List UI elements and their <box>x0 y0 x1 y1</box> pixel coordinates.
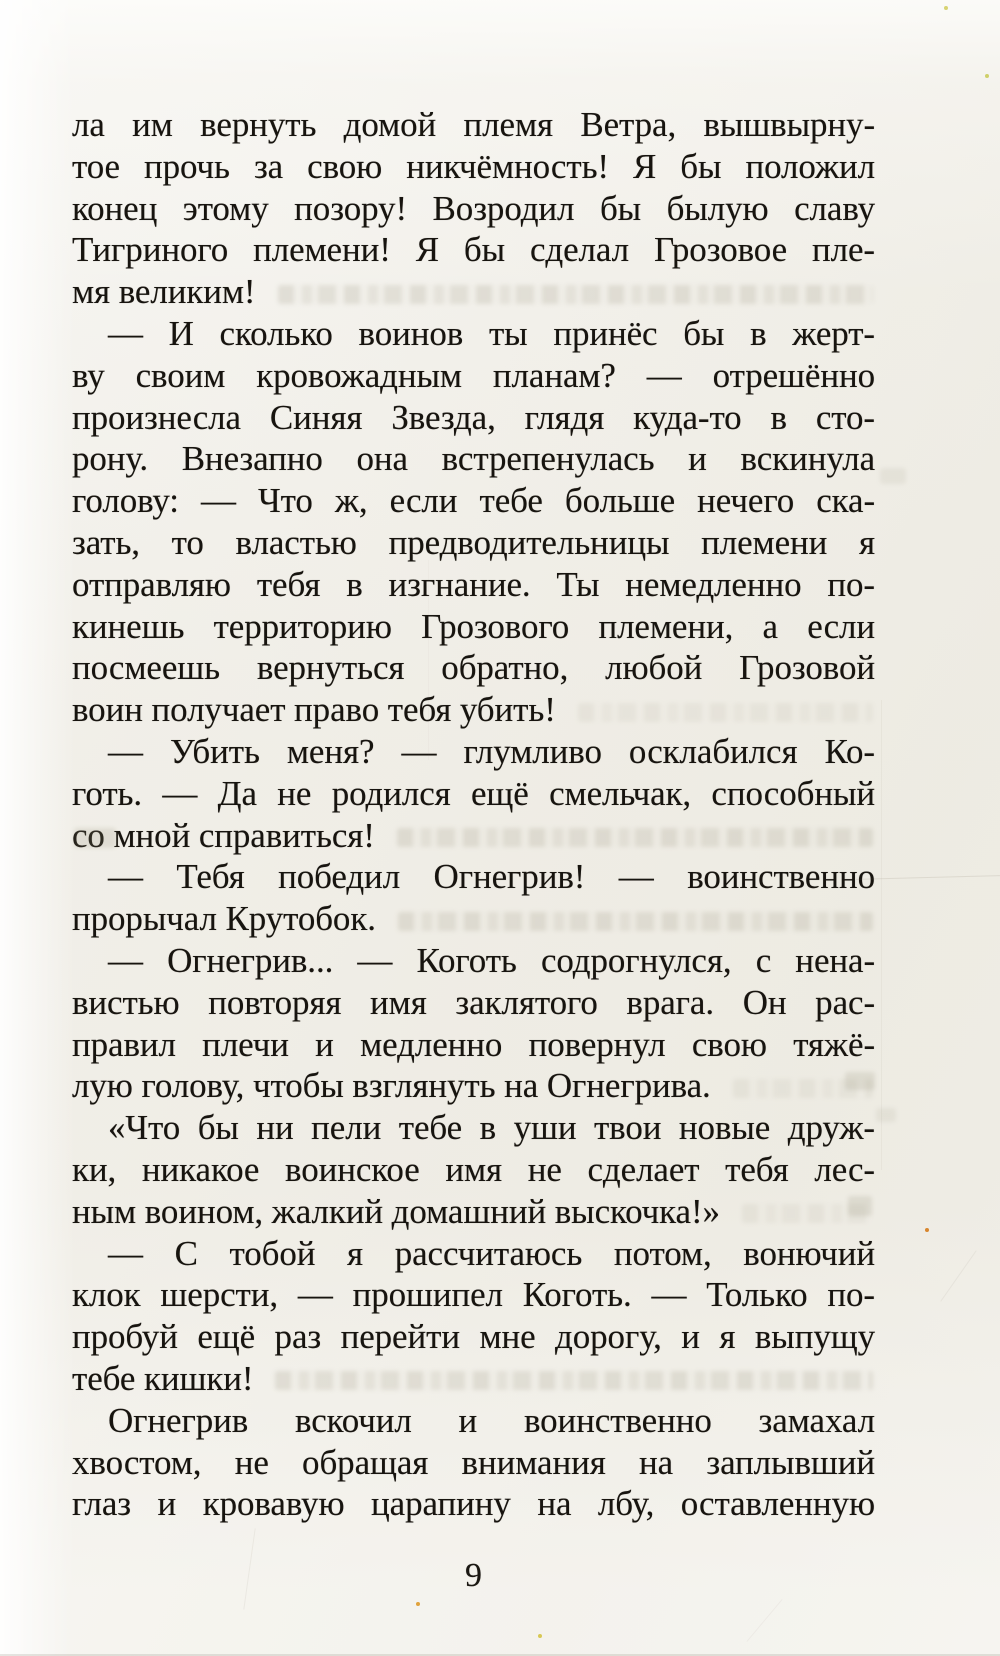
text-line <box>72 1024 875 1066</box>
text-line-content: мя великим! <box>72 272 256 312</box>
text-line-content: отправляю тебя в изгнание. Ты немедленно по- <box>72 564 875 604</box>
text-line-content: воин получает право тебя убить! <box>72 690 556 730</box>
text-line <box>72 773 875 815</box>
text-line-content: прорычал Крутобок. <box>72 899 376 939</box>
ghost-text-smudge <box>74 828 116 848</box>
text-line <box>72 438 875 480</box>
text-line <box>72 731 875 773</box>
text-line <box>72 313 875 355</box>
text-line-content: Огнегрив вскочил и воинственно замахал <box>108 1400 875 1440</box>
ghost-text-smudge <box>398 912 873 931</box>
ghost-text-smudge <box>876 1108 896 1122</box>
text-line <box>72 940 875 982</box>
text-line <box>72 606 875 648</box>
text-line-content: произнесла Синяя Звезда, глядя куда-то в сто- <box>72 397 875 437</box>
text-line-content: «Что бы ни пели тебе в уши твои новые друж- <box>108 1108 875 1148</box>
paper-speck <box>925 1228 929 1232</box>
paper-crease <box>856 875 1000 880</box>
paper-speck <box>538 1634 542 1638</box>
paper-crease <box>746 1599 782 1642</box>
text-line-content: — И сколько воинов ты принёс бы в жерт- <box>108 313 875 353</box>
text-line-content: ву своим кровожадным планам? — отрешённо <box>72 355 875 395</box>
text-line <box>72 898 875 940</box>
text-line-content: зать, то властью предводительницы племени я <box>72 522 875 562</box>
text-line-content: тое прочь за свою никчёмность! Я бы положил <box>72 146 875 186</box>
text-line <box>72 229 875 271</box>
text-line-content: — Тебя победил Огнегрив! — воинственно <box>108 857 875 897</box>
text-line-content: пробуй ещё раз перейти мне дорогу, и я выпущу <box>72 1317 875 1357</box>
text-line-content: хвостом, не обращая внимания на заплывший <box>72 1442 875 1482</box>
text-line-content: конец этому позору! Возродил бы былую славу <box>72 188 875 228</box>
ghost-text-smudge <box>397 828 873 847</box>
text-line-content: — Убить меня? — глумливо осклабился Ко- <box>108 731 875 771</box>
text-line <box>72 1065 875 1107</box>
paper-speck <box>944 6 948 10</box>
ghost-text-smudge <box>845 1072 875 1090</box>
text-line <box>72 146 875 188</box>
text-line <box>72 104 875 146</box>
text-line-content: вистью повторяя имя заклятого врага. Он рас- <box>72 982 875 1022</box>
ghost-text-smudge <box>848 1196 872 1216</box>
text-line <box>72 1358 875 1400</box>
paper-crease <box>428 560 429 760</box>
text-line-content: кинешь территорию Грозового племени, а если <box>72 606 875 646</box>
text-line-content: ным воином, жалкий домашний выскочка!» <box>72 1191 720 1231</box>
text-line <box>72 480 875 522</box>
text-line <box>72 856 875 898</box>
ghost-text-smudge <box>578 703 873 722</box>
text-line-content: со мной справиться! <box>72 815 375 855</box>
text-line-content: готь. — Да не родился ещё смельчак, способный <box>72 773 875 813</box>
text-line-content: голову: — Что ж, если тебе больше нечего ска- <box>72 481 875 521</box>
page-number: 9 <box>465 1557 482 1594</box>
text-line-content: лую голову, чтобы взглянуть на Огнегрива. <box>72 1066 711 1106</box>
text-line <box>72 564 875 606</box>
ghost-text-smudge <box>880 468 906 484</box>
text-line <box>72 1442 875 1484</box>
text-line <box>72 397 875 439</box>
text-line-content: клок шерсти, — прошипел Коготь. — Только по- <box>72 1275 875 1315</box>
text-line-content: глаз и кровавую царапину на лбу, оставленную <box>72 1484 875 1524</box>
text-line <box>72 647 875 689</box>
text-line-content: посмеешь вернуться обратно, любой Грозовой <box>72 648 875 688</box>
ghost-text-smudge <box>278 285 874 304</box>
text-line <box>72 689 875 731</box>
paper-speck <box>985 74 989 78</box>
text-line <box>72 1483 875 1525</box>
text-line <box>72 188 875 230</box>
text-line <box>72 1149 875 1191</box>
text-line <box>72 1107 875 1149</box>
paper-crease <box>940 1250 976 1301</box>
text-line-content: рону. Внезапно она встрепенулась и вскинула <box>72 439 875 479</box>
paper-speck <box>416 1602 420 1606</box>
text-line-content: — Огнегрив... — Коготь содрогнулся, с нена- <box>108 940 875 980</box>
text-line-content: правил плечи и медленно повернул свою тяжё- <box>72 1024 875 1064</box>
text-line <box>72 1400 875 1442</box>
text-line <box>72 1316 875 1358</box>
text-line <box>72 1191 875 1233</box>
text-line <box>72 355 875 397</box>
text-line <box>72 522 875 564</box>
text-line <box>72 1233 875 1275</box>
ghost-text-smudge <box>275 1371 873 1390</box>
text-line <box>72 271 875 313</box>
text-line-content: — С тобой я рассчитаюсь потом, вонючий <box>108 1233 875 1273</box>
text-line <box>72 815 875 857</box>
text-line-content: ки, никакое воинское имя не сделает тебя лес- <box>72 1149 875 1189</box>
text-line-content: тебе кишки! <box>72 1358 254 1398</box>
text-line-content: ла им вернуть домой племя Ветра, вышвырну- <box>72 105 875 144</box>
text-block <box>72 104 875 1525</box>
text-line <box>72 1274 875 1316</box>
text-line-content: Тигриного племени! Я бы сделал Грозовое пле- <box>72 230 875 270</box>
text-line <box>72 982 875 1024</box>
paper-crease <box>881 700 882 1170</box>
